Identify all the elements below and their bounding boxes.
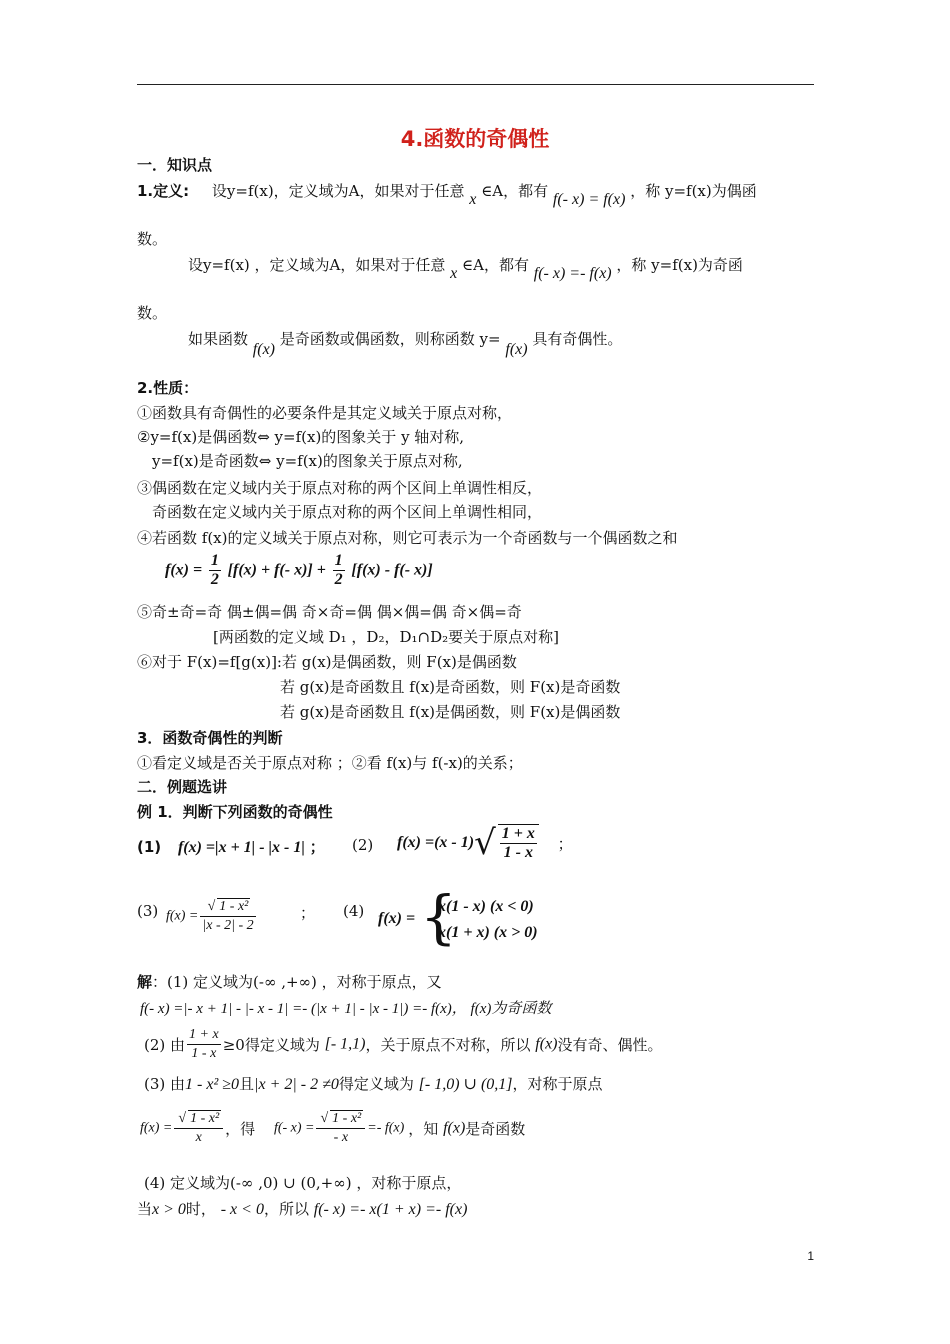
decomp-lhs: f(x) = (165, 561, 203, 579)
sol2-text-f: 没有奇、偶性。 (557, 1036, 663, 1054)
half-den-1: 2 (210, 571, 219, 588)
decomp-half-1 (209, 552, 221, 589)
property-6c: 若 g(x)是奇函数且 f(x)是偶函数，则 F(x)是偶函数 (280, 703, 621, 721)
section-heading-examples: 二．例题选讲 (137, 778, 228, 796)
definition-line-1 (137, 180, 757, 208)
solution-1-derivation: f(- x) =|- x + 1| - |- x - 1| =- (|x + 1| - |x - 1|) =- f(x)， f(x)为奇函数 (140, 1001, 552, 1017)
decomp-half-2 (333, 552, 345, 589)
q2-num: 1 + x (501, 825, 535, 842)
sol3b-num-2-text: 1 - x² (332, 1111, 362, 1126)
half-num-2: 1 (334, 552, 343, 569)
sol3-text-g: ，对称于原点 (512, 1075, 603, 1093)
sol4b-formula: f(- x) =- x(1 + x) =- f(x) (313, 1201, 468, 1218)
sol3-domain: [- 1,0) ∪ (0,1] (418, 1076, 513, 1093)
sol4b-cond-1: x > 0 (152, 1201, 186, 1218)
property-1: ①函数具有奇偶性的必要条件是其定义域关于原点对称， (137, 404, 513, 422)
solution-line-1 (137, 971, 442, 992)
sol3b-den-1: x (195, 1130, 202, 1145)
sol3b-tail-1: ，知 (408, 1120, 439, 1138)
sol2-text-a: (2) 由 (144, 1036, 186, 1054)
q3-den: |x - 2| - 2 (202, 918, 254, 933)
q4-lhs: f(x) = (378, 910, 416, 927)
sol3b-fraction-1 (174, 1110, 223, 1147)
property-4: ④若函数 f(x)的定义域关于原点对称，则它可表示为一个奇函数与一个偶函数之和 (137, 529, 678, 547)
q2-sep: ； (557, 834, 573, 853)
sol3-cond-1: 1 - x² ≥0 (185, 1076, 240, 1093)
sol3-cond-2: |x + 2| - 2 ≠0 (254, 1076, 339, 1093)
def2-x: x (450, 265, 458, 282)
q3-label: (3) (137, 902, 159, 920)
definition-line-2 (188, 254, 743, 282)
solution-line-4: (4) 定义域为(-∞ ,0) ∪ (0,+∞) ，对称于原点， (144, 1174, 462, 1192)
sol3b-num-2: √ 1 - x² (316, 1110, 365, 1129)
sol3-text-e: 得定义域为 (338, 1075, 414, 1093)
q3-num: √ 1 - x² (200, 898, 255, 917)
def3-text-a: 如果函数 (188, 330, 249, 348)
solution-line-4b (137, 1198, 467, 1219)
solution-line-3b (140, 1110, 525, 1147)
sol3b-rhs: =- f(x) (367, 1120, 405, 1136)
q2-label: (2) (352, 836, 374, 854)
def3-f1: f(x) (252, 341, 275, 358)
header-rule (137, 84, 814, 85)
sol3b-lhs-2: f(- x) = (273, 1120, 315, 1136)
sol2-interval: [- 1,1) (324, 1035, 366, 1053)
def2-text-b: ∈A，都有 (462, 256, 529, 274)
sol2-num: 1 + x (187, 1026, 221, 1045)
property-2b: y=f(x)是奇函数⇔ y=f(x)的图象关于原点对称, (152, 452, 463, 470)
q3-fraction (200, 898, 255, 935)
property-3b: 奇函数在定义域内关于原点对称的两个区间上单调性相同， (152, 503, 543, 521)
section-heading-knowledge: 一．知识点 (137, 156, 213, 174)
decomp-mid-1: [f(x) + f(- x)] + (227, 561, 326, 579)
sol2-den: 1 - x (191, 1046, 217, 1061)
def3-f2: f(x) (505, 341, 528, 358)
section-heading-properties: 2.性质： (137, 379, 199, 397)
def1-text-c: ，称 y=f(x)为偶函 (630, 182, 757, 200)
q3-sep: ； (300, 904, 316, 922)
q4-brace: { (420, 883, 457, 951)
q2-lhs: f(x) =(x - 1) (397, 834, 475, 851)
q4-case-2: x(1 + x) (x > 0) (438, 924, 538, 941)
property-5: ⑤奇±奇=奇 偶±偶=偶 奇×奇=偶 偶×偶=偶 奇×偶=奇 (137, 603, 522, 621)
def3-text-b: 是奇函数或偶函数，则称函数 y= (279, 330, 501, 348)
def2-formula: f(- x) =- f(x) (533, 265, 612, 282)
def1-text-a: 设y=f(x)，定义域为A，如果对于任意 (211, 182, 465, 200)
solution-line-2 (144, 1026, 663, 1063)
solution-label: 解 (137, 973, 153, 991)
decomposition-formula (165, 552, 433, 589)
property-6b: 若 g(x)是奇函数且 f(x)是奇函数，则 F(x)是奇函数 (280, 678, 621, 696)
definition-line-3 (188, 328, 623, 358)
definition-label: 1.定义: (137, 182, 190, 200)
solution-line-3 (144, 1073, 603, 1094)
sol3b-tail-2: 是奇函数 (465, 1120, 526, 1138)
def1-text-b: ∈A，都有 (481, 182, 549, 200)
def1-formula: f(- x) = f(x) (552, 191, 626, 208)
sol3-text-a: (3) 由 (144, 1075, 186, 1093)
def1-x: x (469, 191, 477, 208)
sol3b-f: f(x) (443, 1119, 466, 1137)
def3-text-c: 具有奇偶性。 (532, 330, 623, 348)
sol3b-den-2: - x (333, 1130, 349, 1145)
sol3b-num-1: √ 1 - x² (174, 1110, 223, 1129)
question-3 (166, 898, 258, 935)
question-2 (397, 824, 573, 862)
q3-lhs: f(x) = (166, 908, 199, 924)
page-title: 4.函数的奇偶性 (400, 127, 550, 151)
page-number: 1 (807, 1249, 814, 1263)
def1-tail: 数。 (137, 230, 168, 248)
sol3b-fraction-2 (316, 1110, 365, 1147)
def2-tail: 数。 (137, 304, 168, 322)
q3-num-text: 1 - x² (219, 899, 249, 914)
q2-radical: √ (474, 823, 496, 863)
sol4b-text-a: 当 (137, 1200, 153, 1218)
property-6a: ⑥对于 F(x)=f[g(x)]:若 g(x)是偶函数，则 F(x)是偶函数 (137, 653, 517, 671)
def2-text-a: 设y=f(x) ，定义域为A，如果对于任意 (188, 256, 446, 274)
solution-1-text: ：(1) 定义域为(-∞ ,+∞) ，对称于原点，又 (152, 973, 442, 991)
sol2-text-b: ≥0得定义域为 (222, 1036, 320, 1054)
question-1 (137, 836, 325, 857)
decomp-mid-2: [f(x) - f(- x)] (351, 561, 433, 579)
q1-formula: f(x) =|x + 1| - |x - 1| (177, 839, 305, 856)
sol2-fraction (187, 1026, 221, 1063)
section-heading-judgement: 3．函数奇偶性的判断 (137, 729, 283, 747)
sol2-text-d: ，关于原点不对称，所以 (365, 1036, 531, 1054)
half-den-2: 2 (334, 571, 343, 588)
q2-den: 1 - x (503, 844, 533, 861)
q1-label: (1) (137, 838, 162, 856)
property-3a: ③偶函数在定义域内关于原点对称的两个区间上单调性相反， (137, 479, 543, 497)
sol4b-cond-2: - x < 0 (220, 1201, 264, 1218)
sol2-f: f(x) (535, 1035, 558, 1053)
sol3-text-c: 且 (239, 1075, 255, 1093)
q4-label: (4) (343, 902, 365, 920)
half-num-1: 1 (210, 552, 219, 569)
sol3b-lhs: f(x) = (140, 1120, 173, 1136)
sol3b-mid: ，得 (225, 1120, 256, 1138)
q2-fraction (498, 824, 539, 862)
sol4b-text-c: 时， (185, 1200, 216, 1218)
sol4b-text-e: ，所以 (263, 1200, 309, 1218)
judgement-steps: ①看定义域是否关于原点对称 ；②看 f(x)与 f(-x)的关系； (137, 754, 523, 772)
sol3b-num-1-text: 1 - x² (190, 1111, 220, 1126)
q1-sep: ； (309, 838, 325, 856)
q4-case-1: x(1 - x) (x < 0) (438, 898, 534, 915)
property-5-note: [两函数的定义域 D₁ ，D₂，D₁∩D₂要关于原点对称] (213, 628, 559, 646)
example-1-title: 例 1．判断下列函数的奇偶性 (137, 803, 333, 821)
property-2a: ②y=f(x)是偶函数⇔ y=f(x)的图象关于 y 轴对称, (137, 428, 465, 446)
def2-text-c: ，称 y=f(x)为奇函 (616, 256, 743, 274)
